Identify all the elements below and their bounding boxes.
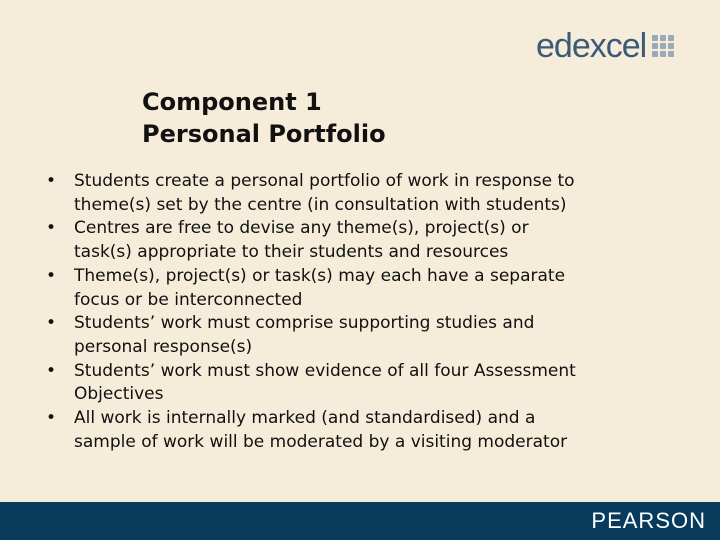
bullet-item bbox=[40, 312, 680, 359]
slide-title bbox=[142, 86, 386, 150]
bullet-item bbox=[40, 170, 680, 217]
bullet-line: theme(s) set by the centre (in consultation with students) bbox=[74, 194, 567, 215]
bullet-item bbox=[40, 407, 680, 454]
bullet-line: Students’ work must show evidence of all four Assessment bbox=[74, 360, 576, 381]
bullet-line: Objectives bbox=[74, 384, 164, 405]
bullet-line: Centres are free to devise any theme(s), project(s) or bbox=[74, 218, 529, 239]
edexcel-logo bbox=[536, 28, 674, 64]
bullet-line: personal response(s) bbox=[74, 336, 253, 357]
footer-bar bbox=[0, 502, 720, 540]
bullet-line: Students’ work must comprise supporting studies and bbox=[74, 313, 535, 334]
bullet-line: Theme(s), project(s) or task(s) may each have a separate bbox=[74, 265, 566, 286]
logo-text: edexcel bbox=[536, 27, 647, 65]
pearson-logo: PEARSON bbox=[591, 508, 706, 533]
title-line-1: Component 1 bbox=[142, 88, 322, 116]
bullet-item bbox=[40, 217, 680, 264]
bullet-dot-icon: • bbox=[46, 171, 57, 191]
bullet-dot-icon: • bbox=[46, 408, 57, 429]
bullet-line: Students create a personal portfolio of work in response to bbox=[74, 171, 575, 191]
bullet-dot-icon: • bbox=[46, 360, 57, 381]
bullet-item bbox=[40, 265, 680, 312]
bullet-line: All work is internally marked (and standardised) and a bbox=[74, 408, 536, 429]
bullet-dot-icon: • bbox=[46, 313, 57, 334]
bullet-dot-icon: • bbox=[46, 218, 57, 239]
logo-dots-icon bbox=[652, 35, 674, 57]
bullet-line: focus or be interconnected bbox=[74, 289, 303, 310]
bullet-dot-icon: • bbox=[46, 265, 57, 286]
bullet-item bbox=[40, 360, 680, 407]
bullet-line: task(s) appropriate to their students and resources bbox=[74, 242, 509, 263]
bullet-list bbox=[40, 170, 680, 454]
title-line-2: Personal Portfolio bbox=[142, 120, 386, 148]
bullet-line: sample of work will be moderated by a visiting moderator bbox=[74, 431, 568, 452]
